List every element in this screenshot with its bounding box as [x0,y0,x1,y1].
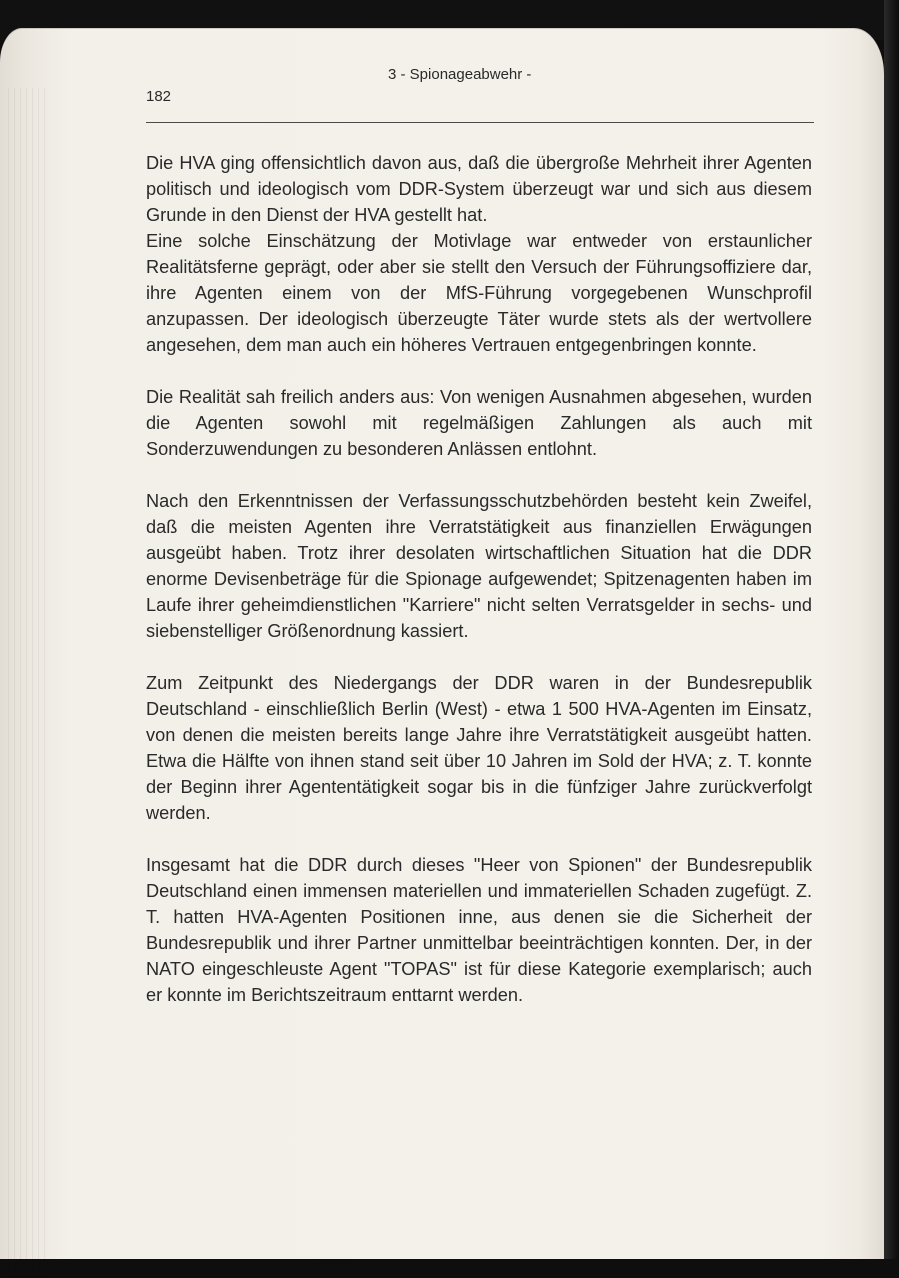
paragraph: Die Realität sah freilich anders aus: Von wenigen Ausnahmen abgesehen, wurden die Agenten sowohl mit regelmäßigen Zahlungen als auch mit Sonderzuwendungen zu besonderen Anlässen entlohnt. [146,387,812,459]
header-rule [146,122,814,123]
paragraph: Insgesamt hat die DDR durch dieses "Heer von Spionen" der Bundesrepublik Deutschland einen immensen materiellen und immateriellen Schaden zugefügt. Z. T. hatten HVA-Agenten Positionen inne, aus denen sie die Sicherheit der Bundesrepublik und ihrer Partner unmittelbar beeinträchtigen konnten. Der, in der NATO eingeschleuste Agent "TOPAS" ist für diese Kategorie exemplarisch; auch er konnte im Berichtszeitraum enttarnt werden. [146,855,812,1005]
page-gutter-shading [8,88,48,1278]
scan-right-border [884,0,899,1259]
paragraph: Nach den Erkenntnissen der Verfassungsschutzbehörden besteht kein Zweifel, daß die meisten Agenten ihre Verratstätigkeit aus finanziellen Erwägungen ausgeübt haben. Trotz ihrer desolaten wirtschaftlichen Situation hat die DDR enorme Devisenbeträge für die Spionage aufgewendet; Spitzenagenten haben im Laufe ihrer geheimdienstlichen "Karriere" nicht selten Verratsgelder in sechs- und siebenstelliger Größenordnung kassiert. [146,491,812,641]
page-number: 182 [146,88,172,105]
paragraph: Die HVA ging offensichtlich davon aus, daß die übergroße Mehrheit ihrer Agenten politisch und ideologisch vom DDR-System überzeugt war und sich aus diesem Grunde in den Dienst der HVA gestellt hat. [146,153,812,225]
body-text [146,150,812,1034]
running-head: 3 - Spionageabwehr - [388,66,532,83]
paragraph: Zum Zeitpunkt des Niedergangs der DDR waren in der Bundesrepublik Deutschland - einschließlich Berlin (West) - etwa 1 500 HVA-Agenten im Einsatz, von denen die meisten bereits lange Jahre ihre Verratstätigkeit ausgeübt hatten. Etwa die Hälfte von ihnen stand seit über 10 Jahren im Sold der HVA; z. T. konnte der Beginn ihrer Agententätigkeit sogar bis in die fünfziger Jahre zurückverfolgt werden. [146,673,812,823]
paragraph: Eine solche Einschätzung der Motivlage war entweder von erstaunlicher Realitätsferne geprägt, oder aber sie stellt den Versuch der Führungsoffiziere dar, ihre Agenten einem von der MfS-Führung vorgegebenen Wunschprofil anzupassen. Der ideologisch überzeugte Täter wurde stets als der wertvollere angesehen, dem man auch ein höheres Vertrauen entgegenbringen konnte. [146,231,812,355]
